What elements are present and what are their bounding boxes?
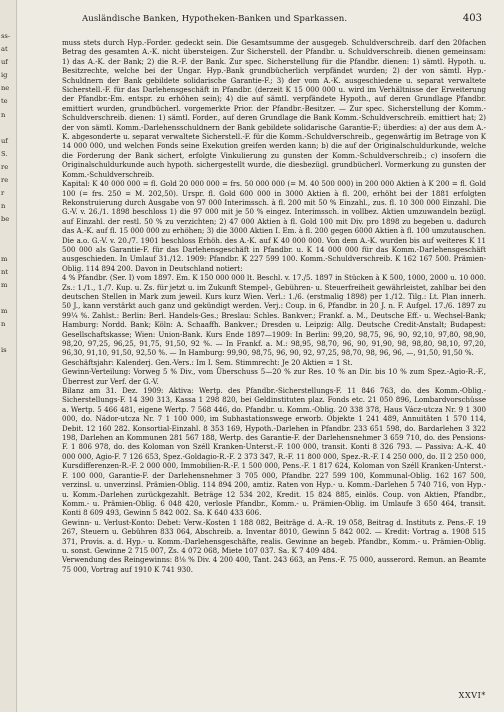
running-header xyxy=(82,14,482,28)
header-title: Ausländische Banken, Hypotheken-Banken und Sparkassen. xyxy=(82,14,348,24)
paragraph-balance-sheet-1909: Bilanz am 31. Dez. 1909: Aktiva: Wertp. des Pfandbr.-Sicherstellungs-F. 11 846 763, do. des Komm.-Oblig.-Sicherstellungs-F. 14 390 313, Kassa 1 298 820, bei Geldinstituten plaz. Fonds etc. 21 050 896, Lombardvorschüsse a. Wertp. 5 466 481, eigene Wertp. 7 568 446, do. Pfandbr. u. Komm.-Oblig. 20 338 378, Haus Vácz-utcza Nr. 9 1 300 000, do. Nádor-utcza Nr. 7 1 100 000, im Subhastationswege erworb. Objekte 1 241 489, Annuitäten 1 570 114, Debit. 12 160 282. Konsortial-Einzahl. 8 353 169, Hypoth.-Darlehen in Pfandbr. 233 651 598, do. Bardarlehen 3 322 198, Darlehen an Kommunen 281 567 188, Wertp. des Garantie-F. der Darlehensnehmer 3 659 710, do. des Pensions-F. 1 806 978, do. des Koloman von Széll Kranken-Unterst.-F. 100 000, transit. Konti 8 326 793. — Passiva: A.-K. 40 000 000, Agio-F. 7 126 653, Spez.-Goldagio-R.-F. 2 373 347, R.-F. 11 800 000, Spez.-R.-F. I 4 250 000, do. II 2 250 000, Kursdifferenzen-R.-F. 2 000 000, Immobilien-R.-F. 1 500 000, Pens.-F. 1 817 624, Koloman von Széll Kranken-Unterst.-F. 100 000, Garantie-F. der Darlehensnehmer 3 705 000, Pfandbr. 227 599 100, Kommunal-Oblig. 162 167 500, verzinsl. u. unverzinsl. Prämien-Oblig. 114 894 200, amtiz. Raten von Hyp.- u. Komm.-Darlehen 5 740 716, von Hyp.- u. Komm.-Darlehen zurückgezahlt. Beträge 12 534 202, Kredit. 15 824 885, einlös. Coup. von Aktien, Pfandbr., Komm.- u. Prämien-Oblig. 6 048 420, verlosle Pfandbr., Komm.- u. Prämien-Oblig. im Umlaufe 3 650 464, transit. Konti 8 609 493, Gewinn 5 842 002. Sa. K 640 433 606. xyxy=(62,386,486,518)
paragraph-business-year: Geschäftsjahr: Kalenderj. Gen.-Vers.: Im I. Sem. Stimmrecht: Je 20 Aktien = 1 St. xyxy=(62,357,353,367)
paragraph-capital: Kapital: K 40 000 000 = fl. Gold 20 000 000 = frs. 50 000 000 (= M. 40 500 000) in 200 000 Aktien à K 200 = fl. Gold 100 (= frs. 250 = M. 202,50). Urspr. fl. Gold 600 000 in 3000 Aktien à fl. 200, erhöht bei der 1881 erfolgten Rekonstruierung durch Ausgabe von 97 000 Interimssch. à fl. 200 mit 50 % Einzahl., zus. fl. 10 300 000 Einzahl. Die G.-V. v. 26./1. 1898 beschloss 1) die 97 000 mit je 50 % eingez. Interimssch. in vollbez. Aktien umzuwandeln bezügl. auf Einzahl. der restl. 50 % zu verzichten; 2) 47 000 Aktien à fl. Gold 100 mit Div. pro 1898 zu begeben u. dadurch das A.-K. auf fl. 15 000 000 zu erhöhen; 3) die 3000 Aktien I. Em. à fl. 200 gegen 6000 Aktien à fl. 100 umzutauschen. Die a.o. G.-V. v. 20./7. 1901 beschloss Erhöh. des A.-K. auf K 40 000 000. Von dem A.-K. wurden bis auf weiteres K 11 500 000 als Garantie-F. für das Darlehensgeschäft in Pfandbr. u. K 14 000 000 für das Komm.-Darlehensgeschäft ausgeschieden. In Umlauf 31./12. 1909: Pfandbr. K 227 599 100. Komm.-Schuldverschreib. K 162 167 500. Prämien-Oblig. 114 894 200. Davon in Deutschland notiert: xyxy=(62,179,486,273)
page-number: 403 xyxy=(462,13,482,24)
page-body xyxy=(62,38,486,678)
paragraph-profit-distribution: Gewinn-Verteilung: Vorweg 5 % Div., vom Überschuss 5—20 % zur Res. 10 % an Dir. bis 10 % zum Spez.-Agio-R.-F., Überrest zur Verf. der G.-V. xyxy=(62,367,486,386)
paragraph-net-profit-use: Verwendung des Reingewinns: 8⅛ % Div. 4 200 400, Tant. 243 663, an Pens.-F. 75 000, ausserord. Remun. an Beamte 75 000, Vortrag auf 1910 K 741 930. xyxy=(62,555,486,574)
facing-page-fragments: ss- at uf ig ne te n uf S. re re r n be m nt m m n is xyxy=(1,32,11,355)
paragraph-security-provisions: muss stets durch Hyp.-Forder. gedeckt sein. Die Gesamtsumme der ausgegeb. Schuldverschreib. darf den 20fachen Betrag des gesamten A.-K. nicht übersteigen. Zur Sicherstell. der Pfandbr. u. Schuldverschreib. dienen gemeinsam: 1) das A.-K. der Bank; 2) die R.-F. der Bank. Zur spec. Sicherstellung für die Pfandbr. dienen: 1) sämtl. Hypoth. u. Besitzrechte, welche bei der Ungar. Hyp.-Bank grundbücherlich verpfändet wurden; 2) der von sämtl. Hyp.-Schuldnern der Bank gebildete solidarische Garantie-F.; 3) der vom A.-K. ausgeschiedene u. separat verwaltete Sicherstell.-F. für das Darlehensgeschäft in Pfandbr. (derzeit K 15 000 000 u. wird im Verhältnisse der Erweiterung der Pfandbr.-Em. entspr. zu erhöhen sein); 4) die auf sämtl. verpfändete Hypoth., auf deren Grundlage Pfandbr. emittiert wurden, grundbücherl. vorgemerkte Prior. der Pfandbr.-Besitzer. — Zur spec. Sicherstellung der Komm.-Schuldverschreib. dienen: 1) sämtl. Forder., auf deren Grundlage die Bank Komm.-Schuldverschreib. emittiert hat; 2) der von sämtl. Komm.-Darlehensschuldnern der Bank gebildete solidarische Garantie-F.; überdies: a) der aus dem A.-K. abgesonderte u. separat verwaltete Sicherstell.-F. für die Komm.-Schuldverschreib., gegenwärtig im Betrage von K 14 000 000, und welchen Fonds seine Exekution greifen werden kann; b) die auf der Originalschuldurkunde, welche die Forderung der Bank sichert, erfolgte Vinkulierung zu gunsten der Komm.-Schuldverschreib.; c) insofern die Originalschuldurkunde auch hypoth. sichergestellt wurde, die diesbezügl. grundbücherl. Vormerkung zu gunsten der Komm.-Schuldverschreib. xyxy=(62,38,486,179)
paragraph-pfandbriefe-1897: 4 % Pfandbr. (Ser. I) vom 1897. Em. K 150 000 000 lt. Beschl. v. 17./5. 1897 in Stücken à K 500, 1000, 2000 u. 10 000. Zs.: 1./1., 1./7. Kup. u. Zs. für jetzt u. im Zukunft Stempel-, Gebühren- u. Steuerfreiheit gewährleistet, zahlbar bei den deutschen Stellen in Mark zum jeweil. Kurs kurz Wien. Verl.: 1./6. (erstmalig 1898) per 1./12. Tilg.: Lt. Plan innerh. 50 J., kann verstärkt auch ganz und gekündigt werden. Verj.: Coup. in 6, Pfandbr. in 20 J. n. F. Aufgel. 17./6. 1897 zu 99¼ %. Zahlst.: Berlin: Berl. Handels-Ges.; Breslau: Schles. Bankver.; Frankf. a. M., Deutsche Eff.- u. Wechsel-Bank; Hamburg: Nordd. Bank; Köln: A. Schaaffh. Bankver.; Dresden u. Leipzig: Allg. Deutsche Credit-Anstalt; Budapest: Gesellschaftskasse; Wien: Union-Bank. Kurs Ende 1897—1909: In Berlin: 99,20, 98,75, 96, 90, 92,10, 97,80, 98,90, 98,20, 97,25, 96,25, 91,75, 91,50, 92 %. — In Frankf. a. M.: 98,95, 98,70, 96, 90, 91,90, 98, 98,80, 98,10, 97,20, 96,30, 91,10, 91,50, 92,50 %. — In Hamburg: 99,90, 98,75, 96, 90, 92, 97,25, 98,70, 98, 96, 96, —, 91,50, 91,50 %. xyxy=(62,273,486,358)
facing-page-edge xyxy=(0,0,17,712)
paragraph-profit-loss-account: Gewinn- u. Verlust-Konto: Debet: Verw.-Kosten 1 188 082, Beiträge d. A.-R. 19 058, Beitrag d. Instituts z. Pens.-F. 19 267, Steuern u. Gebühren 833 064, Abschreib. a. Inventar 8010, Gewinn 5 842 002. — Kredit: Vortrag a. 1908 515 371, Provis. a. d. Hyp.- u. Komm.-Darlehensgeschäfte, realis. Gewinne an begeb. Pfandbr., Komm.- u. Prämien-Oblig. u. sonst. Gewinne 2 715 007, Zs. 4 072 068, Miete 107 037. Sa. K 7 409 484. xyxy=(62,517,486,555)
signature-mark: XXVI* xyxy=(458,691,486,700)
